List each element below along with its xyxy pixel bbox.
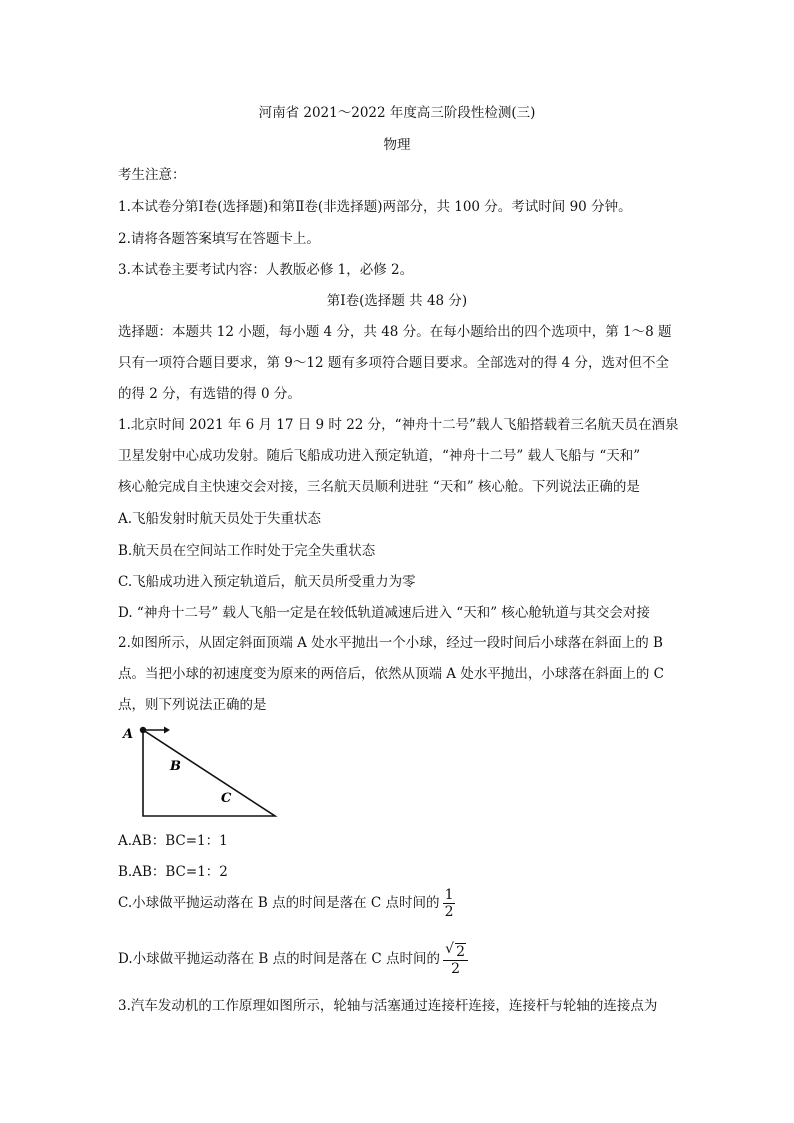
q2-option-d-text: D.小球做平抛运动落在 B 点的时间是落在 C 点时间的 xyxy=(118,951,441,967)
q2-option-a: A.AB：BC=1：1 xyxy=(118,833,228,849)
incline-triangle xyxy=(143,730,275,816)
q1-option-c: C.飞船成功进入预定轨道后，航天员所受重力为零 xyxy=(118,574,416,590)
ball-dot xyxy=(140,727,146,733)
q2-option-c-text: C.小球做平抛运动落在 B 点的时间是落在 C 点时间的 xyxy=(118,895,440,911)
notice-item: 2.请将各题答案填写在答题卡上。 xyxy=(118,231,320,247)
q2-option-c xyxy=(118,886,455,920)
q1-option-b: B.航天员在空间站工作时处于完全失重状态 xyxy=(118,543,376,559)
question-2-stem: 点。当把小球的初速度变为原来的两倍后，依然从顶端 A 处水平抛出，小球落在斜面上的 C xyxy=(118,666,664,682)
notice-item: 3.本试卷主要考试内容：人教版必修 1，必修 2。 xyxy=(118,262,414,278)
subject-title: 物理 xyxy=(383,137,411,153)
incline-diagram xyxy=(118,722,283,822)
question-3-stem: 3.汽车发动机的工作原理如图所示，轮轴与活塞通过连接杆连接，连接杆与轮轴的连接点为 xyxy=(118,998,658,1014)
question-1-stem: 1.北京时间 2021 年 6 月 17 日 9 时 22 分，“神舟十二号”载人飞船搭载着三名航天员在酒泉 xyxy=(118,417,679,433)
label-c: C xyxy=(221,791,232,806)
fraction-root2-over-2: √ 2 2 xyxy=(443,943,468,977)
label-b: B xyxy=(170,759,181,774)
section-instructions: 选择题：本题共 12 小题，每小题 4 分，共 48 分。在每小题给出的四个选项中，第 1～8 题 xyxy=(118,324,672,340)
fraction-one-half: $\frac{1}{2}$ xyxy=(444,887,454,920)
question-1-stem: 核心舱完成自主快速交会对接，三名航天员顺利进驻 “天和” 核心舱。下列说法正确的是 xyxy=(118,479,640,495)
sqrt-symbol: √ 2 xyxy=(445,940,465,960)
question-1-stem: 卫星发射中心成功发射。随后飞船成功进入预定轨道，“神舟十二号” 载人飞船与 “天和” xyxy=(118,448,641,464)
velocity-arrowhead xyxy=(164,727,170,734)
label-a: A xyxy=(123,727,134,742)
question-2-stem: 2.如图所示，从固定斜面顶端 A 处水平抛出一个小球，经过一段时间后小球落在斜面上的 B xyxy=(118,635,663,651)
question-2-stem: 点，则下列说法正确的是 xyxy=(118,697,267,713)
notice-heading: 考生注意： xyxy=(118,167,186,183)
notice-item: 1.本试卷分第Ⅰ卷(选择题)和第Ⅱ卷(非选择题)两部分，共 100 分。考试时间 90 分钟。 xyxy=(118,199,632,215)
q2-option-d xyxy=(118,942,468,977)
q1-option-d: D. “神舟十二号” 载人飞船一定是在较低轨道减速后进入 “天和” 核心舱轨道与其交会对接 xyxy=(118,605,650,621)
section-instructions: 只有一项符合题目要求，第 9～12 题有多项符合题目要求。全部选对的得 4 分，选对但不全 xyxy=(118,355,670,371)
section-title: 第Ⅰ卷(选择题 共 48 分) xyxy=(326,293,468,309)
section-instructions: 的得 2 分，有选错的得 0 分。 xyxy=(118,386,301,402)
q1-option-a: A.飞船发射时航天员处于失重状态 xyxy=(118,511,322,527)
q2-option-b: B.AB：BC=1：2 xyxy=(118,864,228,880)
exam-title: 河南省 2021～2022 年度高三阶段性检测(三) xyxy=(258,105,536,121)
